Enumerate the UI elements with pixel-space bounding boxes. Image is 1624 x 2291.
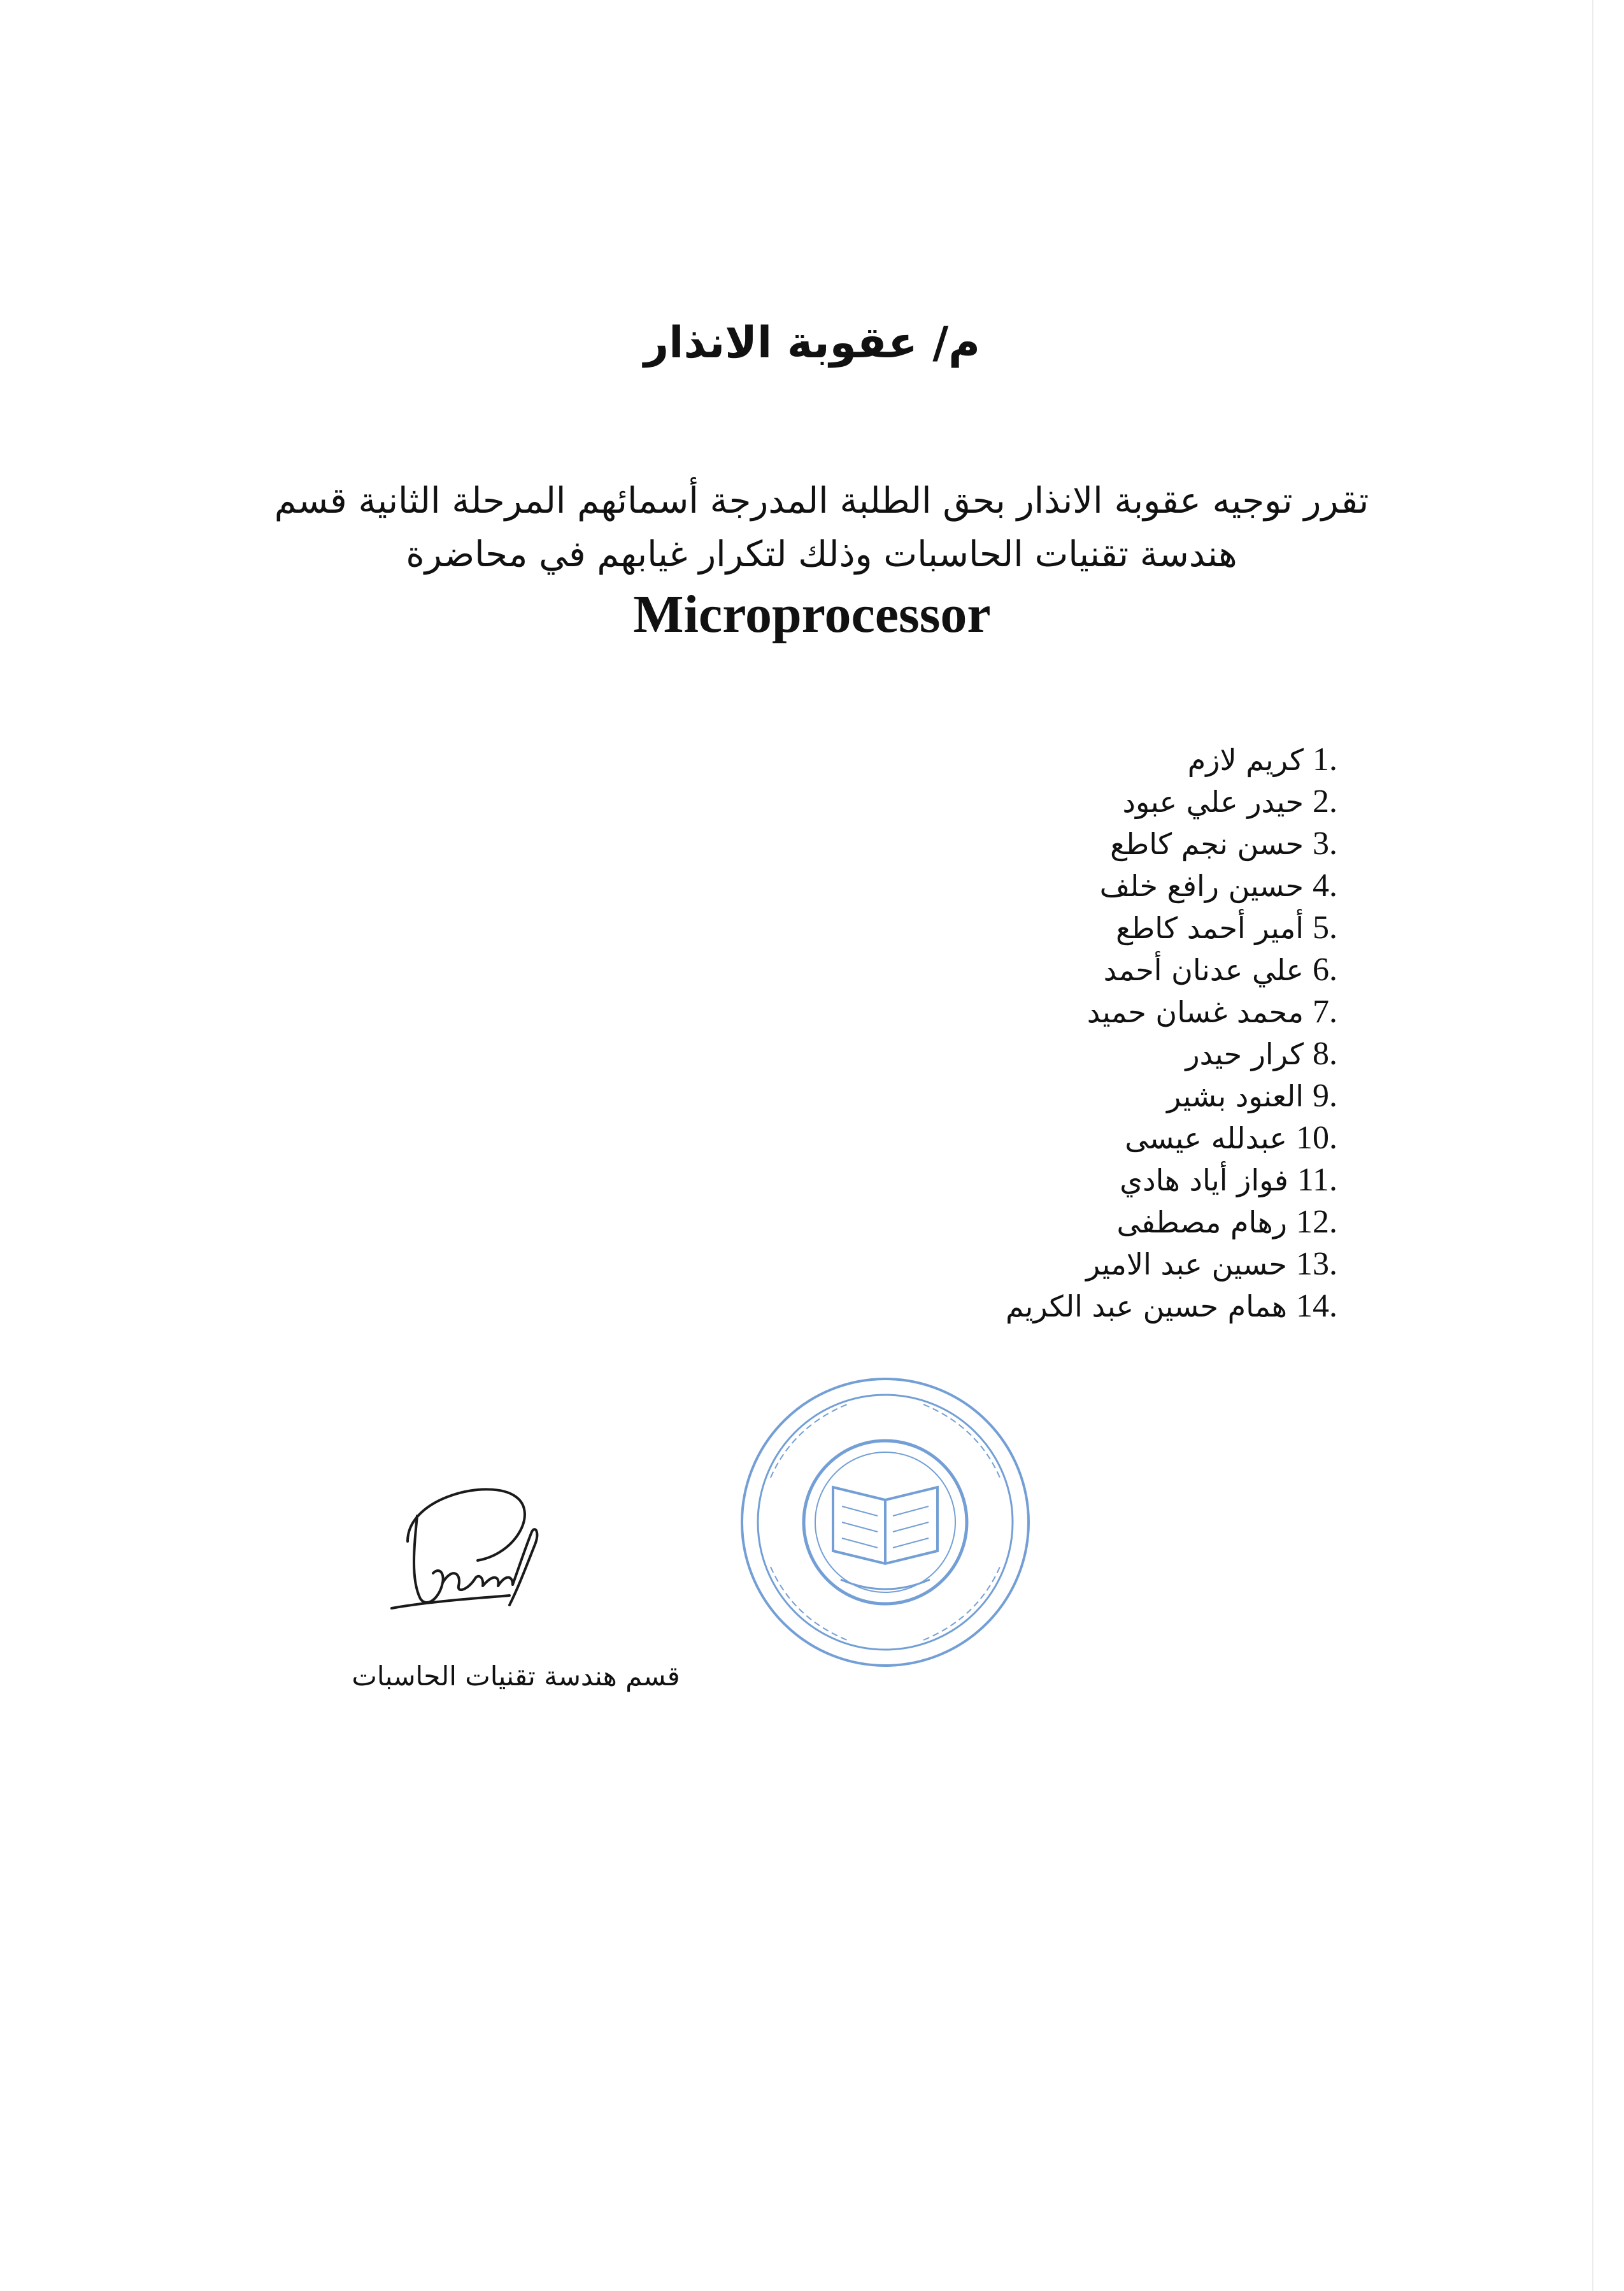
course-name: Microprocessor bbox=[633, 585, 991, 644]
list-item bbox=[1006, 907, 1337, 949]
list-item-number: 2. bbox=[1313, 783, 1337, 820]
list-item-name: كريم لازم bbox=[1187, 743, 1304, 777]
list-item-name: فواز أياد هادي bbox=[1120, 1163, 1288, 1197]
list-item bbox=[1006, 1033, 1337, 1075]
list-item-name: علي عدنان أحمد bbox=[1103, 953, 1304, 987]
list-item-number: 14. bbox=[1296, 1288, 1337, 1324]
list-item-number: 6. bbox=[1313, 952, 1337, 988]
university-seal-icon bbox=[732, 1369, 1038, 1675]
list-item bbox=[1006, 1117, 1337, 1159]
document-title: م/ عقوبة الانذار bbox=[643, 318, 981, 368]
list-item-number: 4. bbox=[1313, 867, 1337, 904]
intro-paragraph bbox=[274, 475, 1369, 582]
list-item-number: 9. bbox=[1313, 1078, 1337, 1114]
list-item bbox=[1006, 823, 1337, 865]
list-item-number: 10. bbox=[1296, 1120, 1337, 1156]
list-item-number: 13. bbox=[1296, 1246, 1337, 1282]
list-item bbox=[1006, 1201, 1337, 1243]
list-item-number: 5. bbox=[1313, 910, 1337, 946]
list-item bbox=[1006, 739, 1337, 781]
list-item bbox=[1006, 865, 1337, 907]
list-item-number: 11. bbox=[1297, 1162, 1337, 1198]
department-footer: قسم هندسة تقنيات الحاسبات bbox=[352, 1660, 680, 1692]
list-item-name: حسين رافع خلف bbox=[1099, 869, 1304, 903]
list-item bbox=[1006, 1243, 1337, 1285]
handwritten-signature-icon bbox=[382, 1471, 560, 1624]
list-item-number: 1. bbox=[1313, 741, 1337, 778]
list-item-name: همام حسين عبد الكريم bbox=[1005, 1289, 1287, 1324]
list-item-name: حيدر علي عبود bbox=[1122, 785, 1304, 819]
list-item bbox=[1006, 949, 1337, 991]
list-item-name: أمير أحمد كاطع bbox=[1116, 911, 1304, 945]
list-item-number: 12. bbox=[1296, 1204, 1337, 1240]
list-item bbox=[1006, 991, 1337, 1033]
intro-line-1: تقرر توجيه عقوبة الانذار بحق الطلبة المدرجة أسمائهم المرحلة الثانية قسم bbox=[274, 480, 1369, 522]
list-item-name: كرار حيدر bbox=[1185, 1037, 1304, 1071]
list-item bbox=[1006, 781, 1337, 823]
list-item bbox=[1006, 1159, 1337, 1201]
list-item-name: رهام مصطفى bbox=[1116, 1205, 1287, 1239]
list-item-name: حسن نجم كاطع bbox=[1110, 827, 1304, 861]
list-item-number: 3. bbox=[1313, 825, 1337, 862]
list-item-number: 7. bbox=[1313, 994, 1337, 1030]
list-item-name: عبدلله عيسى bbox=[1125, 1121, 1287, 1155]
list-item-name: حسين عبد الامير bbox=[1085, 1247, 1287, 1281]
intro-line-2: هندسة تقنيات الحاسبات وذلك لتكرار غيابهم في محاضرة bbox=[406, 534, 1237, 575]
list-item bbox=[1006, 1285, 1337, 1327]
list-item-name: العنود بشير bbox=[1167, 1079, 1304, 1113]
list-item-name: محمد غسان حميد bbox=[1086, 995, 1304, 1029]
student-list bbox=[1006, 739, 1337, 1327]
list-item-number: 8. bbox=[1313, 1036, 1337, 1072]
list-item bbox=[1006, 1075, 1337, 1117]
